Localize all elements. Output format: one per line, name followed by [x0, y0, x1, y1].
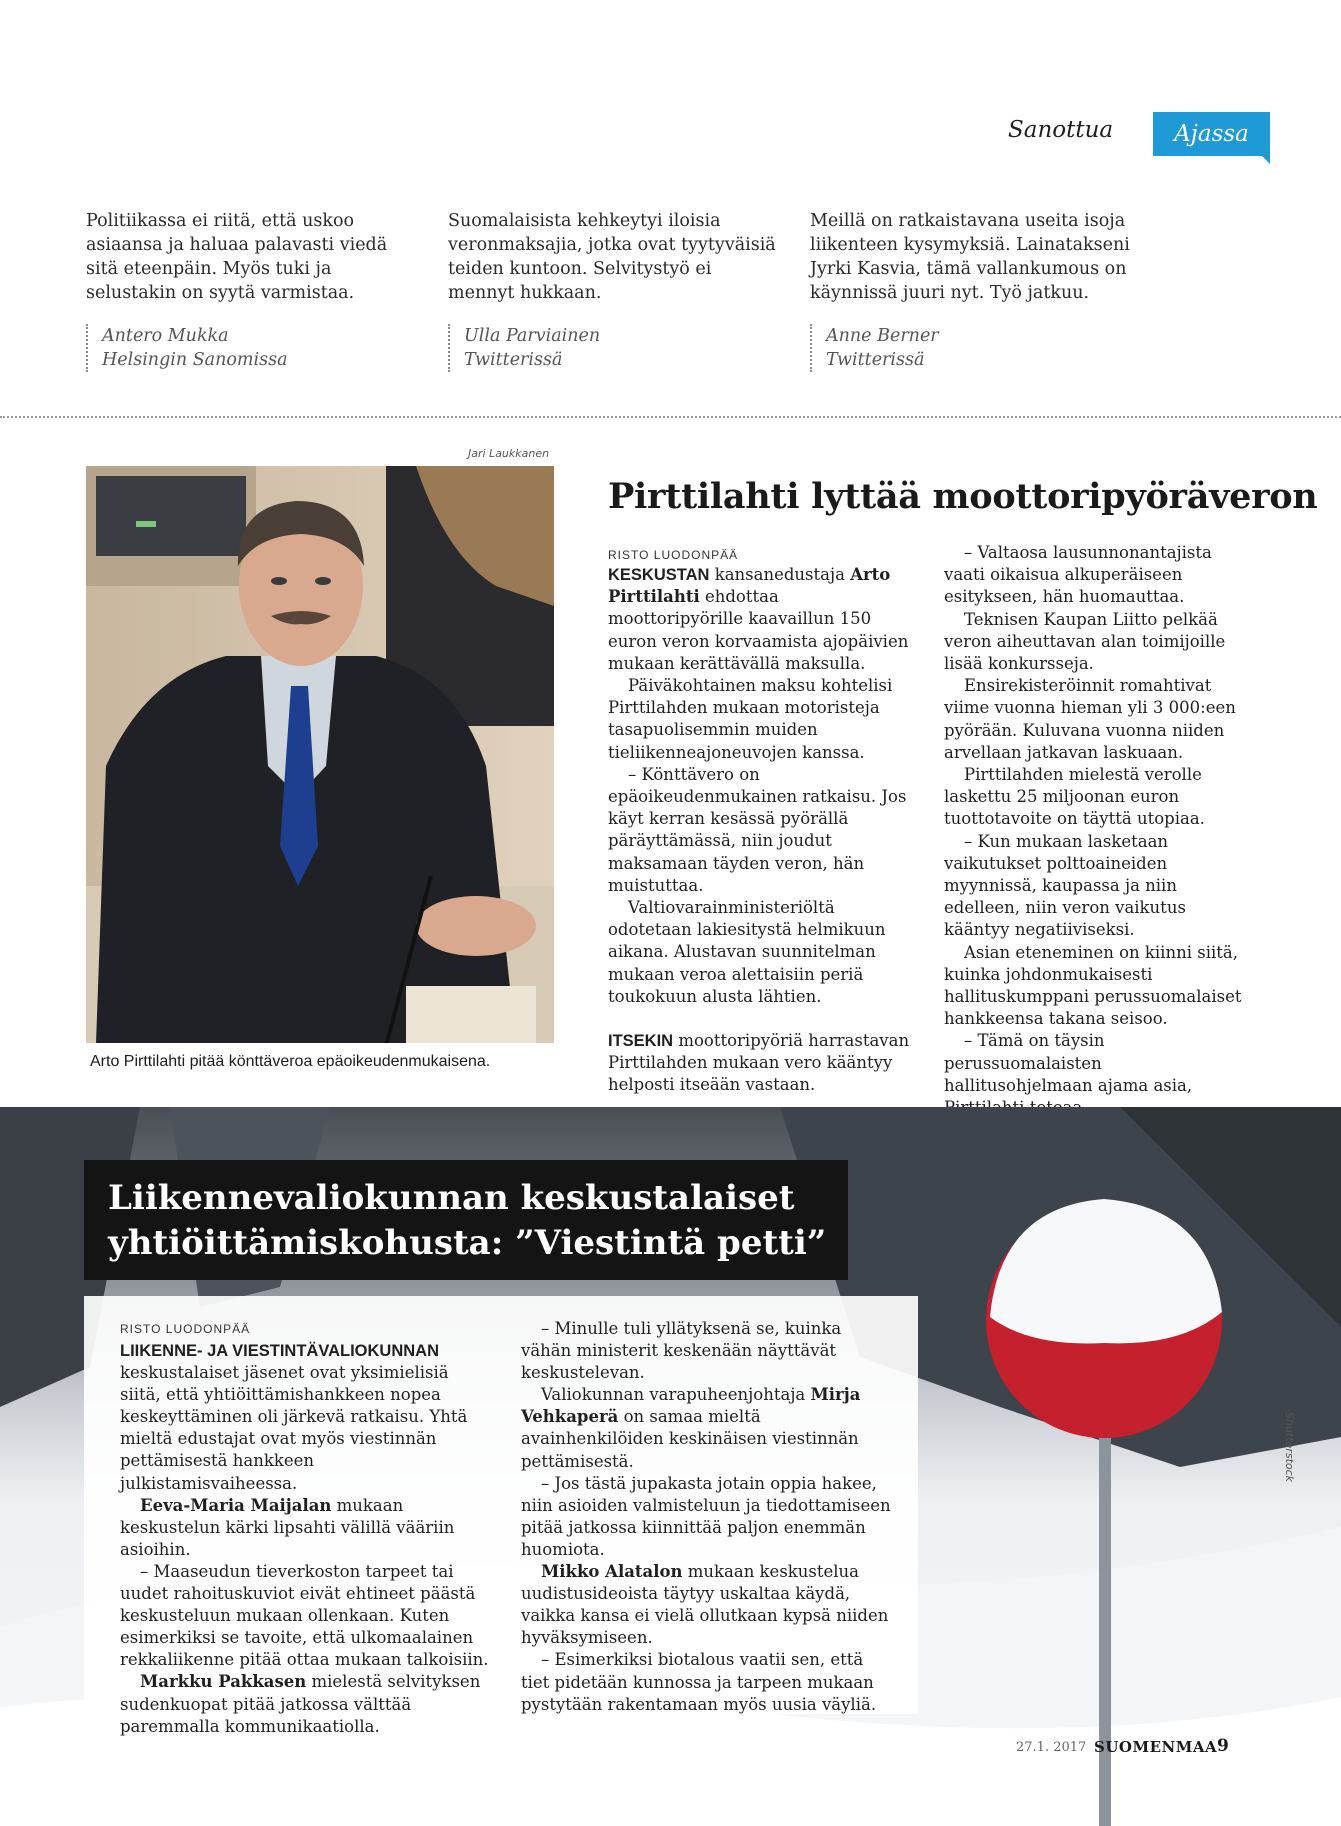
article-1-paragraph: Ensirekisteröinnit romahtivat viime vuonna hieman yli 3 000:een pyörään. Kuluvana vuonna niiden arvellaan jatkavan laskuaan. — [944, 676, 1236, 762]
article-2-paragraph — [521, 1561, 891, 1649]
tag-tail-shape — [1256, 150, 1270, 164]
article-1-paragraph: – Valtaosa lausunnonantajista vaati oikaisua alkuperäiseen esitykseen, hän huomauttaa. — [944, 543, 1212, 607]
person-name: Mikko Alatalon — [541, 1562, 683, 1582]
quote-3-author: Anne Berner — [826, 326, 939, 346]
quote-2-text: Suomalaisista kehkeytyi iloisia veronmaksajia, jotka ovat tyytyväisiä teiden kuntoon. Selvitystyö ei mennyt hukkaan. — [448, 211, 776, 303]
quote-2-source: Twitterissä — [464, 350, 563, 370]
article-2-paragraph — [120, 1495, 490, 1561]
quote-1-attribution — [86, 324, 288, 372]
article-2-paragraph: – Jos tästä jupakasta jotain oppia hakee, niin asioiden valmisteluun ja tiedottamiseen pitää jatkossa kiinnittää paljon enemmän huomiota. — [521, 1473, 891, 1559]
person-name: Eeva-Maria Maijalan — [140, 1495, 332, 1515]
quote-1-source: Helsingin Sanomissa — [102, 350, 288, 370]
article-1-paragraph: Pirttilahden mielestä verolle laskettu 25 miljoonan euron tuottotavoite on täyttä utopiaa. — [944, 765, 1205, 829]
text-run: ehdottaa moottoripyörille kaavaillun 150 euron veron korvaamista ajopäivien mukaan kerättävällä maksulla. — [608, 587, 909, 673]
person-name: Arto Pirttilahti — [608, 565, 891, 607]
article-2-headline-line-1: Liikennevaliokunnan keskustalaiset — [108, 1178, 795, 1218]
text-run: mukaan keskustelun kärki lipsahti välillä vääriin asioihin. — [120, 1495, 455, 1559]
lead-in: ITSEKIN — [608, 1032, 674, 1051]
page-number: 9 — [1217, 1736, 1229, 1756]
text-run: mukaan keskustelua uudistusideoista täytyy uskaltaa käydä, vaikka kansa ei vielä ollutkaan kypsä niiden hyväksymiseen. — [521, 1562, 889, 1648]
politician-illustration — [86, 466, 554, 1043]
person-name: Mirja Vehkaperä — [521, 1385, 861, 1427]
article-1-paragraph: Asian eteneminen on kiinni siitä, kuinka johdonmukaisesti hallituskumppani perussuomalaiset hankkeensa takana seisoo. — [944, 942, 1242, 1029]
lead-in: LIIKENNE- JA VIESTINTÄVALIOKUNNAN — [120, 1342, 440, 1360]
quote-1-text: Politiikassa ei riitä, että uskoo asiaansa ja haluaa palavasti viedä sitä eteenpäin. Myös tuki ja selustakin on syytä varmistaa. — [86, 211, 388, 303]
text-run: moottoripyöriä harrastavan Pirttilahden mukaan vero kääntyy helposti itseään vastaan. — [608, 1031, 910, 1095]
article-1-byline: RISTO LUODONPÄÄ — [608, 548, 739, 562]
article-2-headline-line-2: yhtiöittämiskohusta: ”Viestintä petti” — [108, 1223, 827, 1263]
section-title: Sanottua — [1008, 117, 1114, 143]
article-2-paragraph: – Maaseudun tieverkoston tarpeet tai uudet rahoituskuviot eivät ehtineet päästä keskusteluun mukaan ollenkaan. Kuten esimerkiksi se tavoite, että ulkomaalainen rekkaliikenne pitää ottaa mukaan talkoisiin. — [120, 1561, 489, 1670]
article-2-paragraph — [521, 1384, 891, 1472]
lead-in: KESKUSTAN — [608, 566, 710, 584]
quote-3-text: Meillä on ratkaistavana useita isoja liikenteen kysymyksiä. Lainatakseni Jyrki Kasvia, tämä vallankumous on käynnissä juuri nyt. Työ jatkuu. — [810, 211, 1130, 303]
article-2-paragraph: – Esimerkiksi biotalous vaatii sen, että tiet pidetään kunnossa ja tarpeen mukaan pystytään rakentamaan myös uusia väyliä. — [521, 1650, 877, 1714]
article-2-paragraph — [120, 1671, 490, 1737]
section-divider — [0, 416, 1341, 418]
photo-credit-vertical: Shutterstock — [1283, 1412, 1296, 1483]
article-1-paragraph — [608, 1030, 910, 1097]
article-1-paragraph: Valtiovarainministeriöltä odotetaan lakiesitystä helmikuun aikana. Alustavan suunnitelman mukaan veroa alettaisiin periä toukokuun alusta lähtien. — [608, 898, 886, 1006]
quote-3-attribution — [810, 324, 939, 372]
article-2-column-2 — [521, 1318, 891, 1716]
article-1-headline: Pirttilahti lyttää moottoripyöräveron — [608, 476, 1318, 517]
politician-photo — [86, 466, 554, 1043]
quote-3-source: Twitterissä — [826, 350, 925, 370]
photo-credit: Jari Laukkanen — [468, 447, 550, 460]
article-2-paragraph — [120, 1340, 490, 1495]
quote-2-author: Ulla Parviainen — [464, 326, 601, 346]
article-1-paragraph: – Tämä on täysin perussuomalaisten hallitusohjelmaan ajama asia, — [944, 1031, 1193, 1095]
article-1-paragraph — [608, 564, 910, 675]
article-2-headline — [84, 1160, 848, 1280]
section-tag: Ajassa — [1153, 112, 1270, 156]
text-run: keskustalaiset jäsenet ovat yksimielisiä siitä, että yhtiöittämishankkeen nopea keskeyttäminen oli järkevä ratkaisu. Yhtä mieltä edustajat ovat myös viestinnän pettämisestä hankkeen julkistamisvaiheessa. — [120, 1363, 468, 1493]
article-2-paragraph: – Minulle tuli yllätyksenä se, kuinka vähän ministerit keskenään näyttävät keskustelevan. — [521, 1319, 842, 1383]
article-2-byline: RISTO LUODONPÄÄ — [120, 1322, 251, 1336]
text-run: Valiokunnan varapuheenjohtaja — [541, 1385, 811, 1405]
quote-1-author: Antero Mukka — [102, 326, 229, 346]
article-2-column-1 — [120, 1340, 490, 1738]
article-1-column-1 — [608, 564, 910, 1097]
photo-caption: Arto Pirttilahti pitää könttäveroa epäoikeudenmukaisena. — [90, 1053, 491, 1070]
article-1-paragraph: Päiväkohtainen maksu kohtelisi Pirttilahden mukaan motoristeja tasapuolisemmin muiden tieliikenneajoneuvojen kanssa. — [608, 676, 893, 762]
text-run: on samaa mieltä avainhenkilöiden keskinäisen viestinnän pettämisestä. — [521, 1407, 859, 1471]
issue-date: 27.1. 2017 — [1016, 1740, 1087, 1755]
quote-2-attribution — [448, 324, 600, 372]
paragraph-gap — [608, 1008, 910, 1030]
article-1-paragraph: – Könttävero on epäoikeudenmukainen ratkaisu. Jos käyt kerran kesässä pyörällä päräyttämässä, niin joudut maksamaan täyden veron, hän muistuttaa. — [608, 764, 907, 895]
article-1-paragraph: – Kun mukaan lasketaan vaikutukset polttoaineiden myynnissä, kaupassa ja niin edelleen, niin veron vaikutus kääntyy negatiiviseksi. — [944, 831, 1186, 940]
article-1-column-2 — [944, 542, 1248, 1119]
magazine-brand: SUOMENMAA — [1094, 1738, 1218, 1756]
text-run: kansanedustaja — [709, 565, 851, 584]
person-name: Markku Pakkasen — [140, 1672, 307, 1692]
article-1-paragraph: Teknisen Kaupan Liitto pelkää veron aiheuttavan alan toimijoille lisää konkursseja. — [944, 609, 1226, 674]
text-run: mielestä selvityksen sudenkuopat pitää jatkossa välttää paremmalla kommunikaatiolla. — [120, 1672, 481, 1736]
